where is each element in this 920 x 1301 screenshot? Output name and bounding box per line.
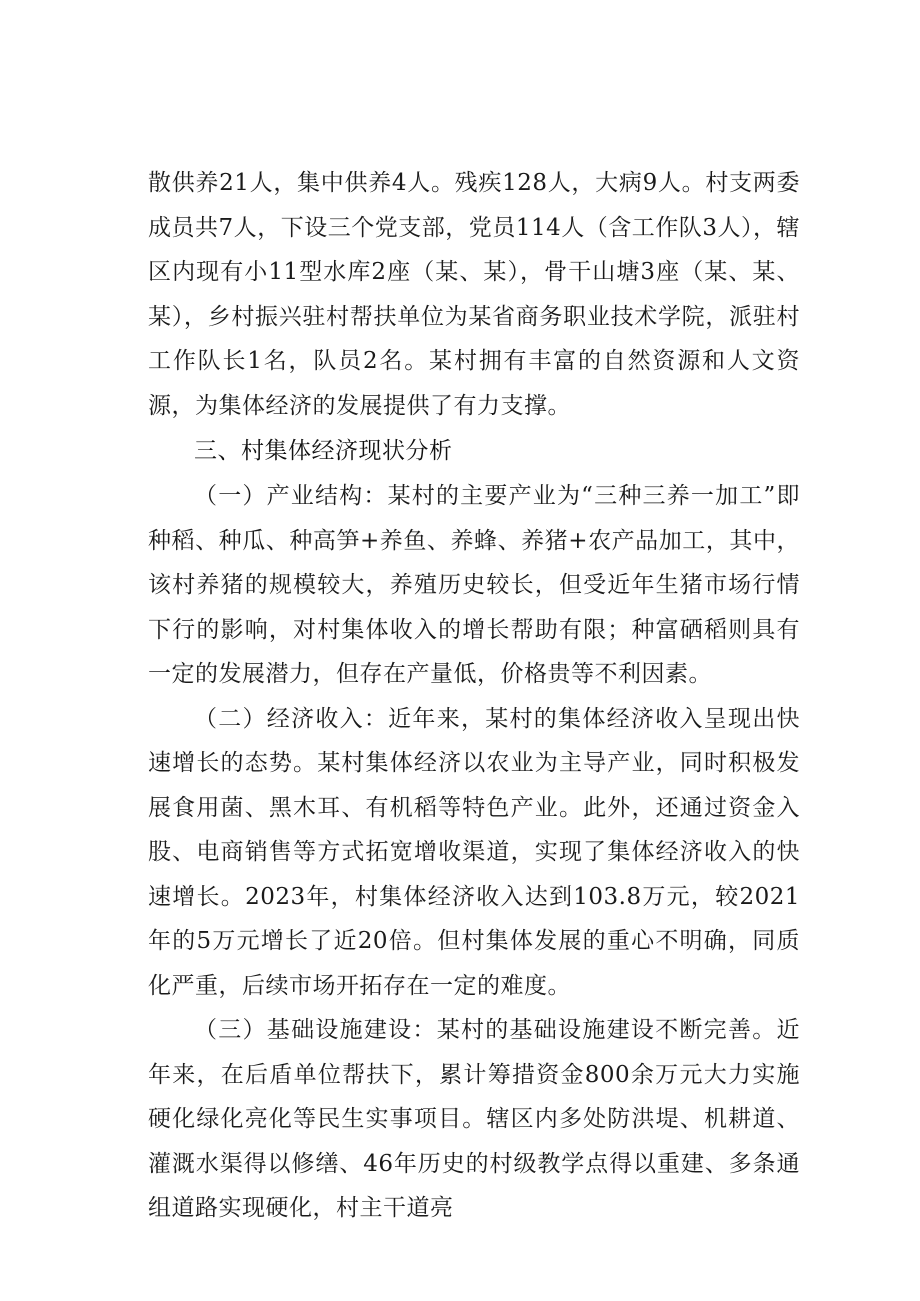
document-body [148, 161, 800, 1231]
section-heading-collective-economy: 三、村集体经济现状分析 [194, 438, 453, 464]
paragraph-industry-structure: （一）产业结构：某村的主要产业为“三种三养一加工”即种稻、种瓜、种高笋+养鱼、养蜂、养猪+农产品加工，其中，该村养猪的规模较大，养殖历史较长，但受近年生猪市场行情下行的影响，对村集体收入的增长帮助有限；种富硒稻则具有一定的发展潜力，但存在产量低，价格贵等不利因素。 [148, 483, 800, 687]
paragraph-economic-income: （二）经济收入：近年来，某村的集体经济收入呈现出快速增长的态势。某村集体经济以农业为主导产业，同时积极发展食用菌、黑木耳、有机稻等特色产业。此外，还通过资金入股、电商销售等方式拓宽增收渠道，实现了集体经济收入的快速增长。2023年，村集体经济收入达到103.8万元，较2021年的5万元增长了近20倍。但村集体发展的重心不明确，同质化严重，后续市场开拓存在一定的难度。 [148, 705, 800, 999]
paragraph-infrastructure: （三）基础设施建设：某村的基础设施建设不断完善。近年来，在后盾单位帮扶下，累计筹措资金800余万元大力实施硬化绿化亮化等民生实事项目。辖区内多处防洪堤、机耕道、灌溉水渠得以修缮、46年历史的村级教学点得以重建、多条通组道路实现硬化，村主干道亮 [148, 1017, 800, 1221]
paragraph-village-overview: 散供养21人，集中供养4人。残疾128人，大病9人。村支两委成员共7人，下设三个党支部，党员114人（含工作队3人），辖区内现有小11型水库2座（某、某），骨干山塘3座（某、某、某），乡村振兴驻村帮扶单位为某省商务职业技术学院，派驻村工作队长1名，队员2名。某村拥有丰富的自然资源和人文资源，为集体经济的发展提供了有力支撑。 [148, 170, 800, 419]
